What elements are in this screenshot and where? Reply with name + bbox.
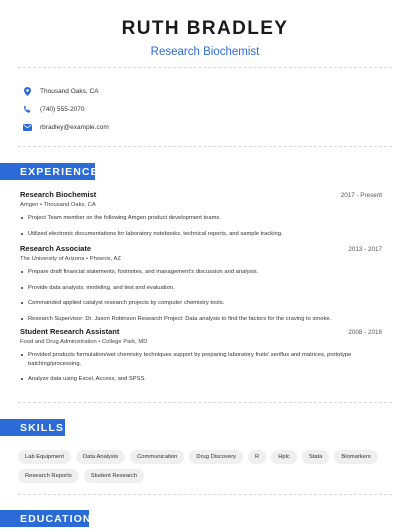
job-bullet: Prepare draft financial statements, footnotes, and management's discussion and analysis. xyxy=(20,268,382,277)
experience-divider xyxy=(18,402,392,403)
contact-list xyxy=(22,82,109,136)
job-org: The University of Arizona • Phoenix, AZ xyxy=(20,256,121,262)
job-title: Research Biochemist xyxy=(20,190,97,199)
contact-location-text: Thousand Oaks, CA xyxy=(40,87,99,95)
skill-chip: Lab Equipment xyxy=(18,450,71,464)
job-bullet: Utilized electronic documentations for laboratory notebooks, technical reports, and sample tracking. xyxy=(20,230,382,239)
job-bullets xyxy=(20,268,382,323)
job-org-name: The University of Arizona xyxy=(20,256,85,262)
skill-chip: Hplc xyxy=(271,450,297,464)
job-bullet: Analyze data using Excel, Access, and SPSS. xyxy=(20,375,382,384)
skill-chip: Drug Discovery xyxy=(189,450,243,464)
location-pin-icon xyxy=(22,86,32,96)
job-date: 2013 - 2017 xyxy=(348,246,382,253)
contact-divider xyxy=(18,146,392,147)
job-entry xyxy=(20,190,382,245)
skill-chip: Biomarkers xyxy=(334,450,377,464)
job-location: Thousand Oaks, CA xyxy=(43,202,96,208)
resume-header xyxy=(0,0,410,58)
job-bullet: Project Team member on the following Amgen product development teams. xyxy=(20,214,382,223)
contact-location xyxy=(22,82,109,100)
job-org: Food and Drug Administration • College Park, MD xyxy=(20,339,148,345)
job-date: 2017 - Present xyxy=(340,192,382,199)
job-bullets xyxy=(20,351,382,384)
candidate-name: RUTH BRADLEY xyxy=(121,18,289,39)
contact-phone xyxy=(22,100,109,118)
skill-chip: R xyxy=(248,450,266,464)
job-bullet: Commanded applied catalyst research projects by computer chemistry tools. xyxy=(20,299,382,308)
job-org-name: Amgen xyxy=(20,202,39,208)
skills-divider xyxy=(18,494,392,495)
job-date: 2008 - 2016 xyxy=(348,329,382,336)
education-heading: EDUCATION xyxy=(0,510,89,527)
experience-heading: EXPERIENCE xyxy=(0,163,95,180)
job-bullets xyxy=(20,214,382,238)
job-entry xyxy=(20,244,382,330)
job-location: Phoenix, AZ xyxy=(89,256,121,262)
contact-phone-text: (740) 555-2070 xyxy=(40,105,85,113)
job-entry xyxy=(20,327,382,391)
phone-icon xyxy=(22,104,32,114)
job-org: Amgen • Thousand Oaks, CA xyxy=(20,202,96,208)
candidate-title: Research Biochemist xyxy=(150,46,260,58)
skill-chip: Communication xyxy=(130,450,184,464)
skills-heading: SKILLS xyxy=(0,419,65,436)
contact-email xyxy=(22,118,109,136)
job-title: Student Research Assistant xyxy=(20,327,120,336)
skill-chip: Data Analysis xyxy=(76,450,125,464)
job-location: College Park, MD xyxy=(101,339,148,345)
skill-chip: Stata xyxy=(302,450,330,464)
job-bullet: Research Supervisor: Dr. Jason Robinson Research Project: Data analysis to find the factors for the craving to smoke. xyxy=(20,315,382,324)
skills-list xyxy=(18,450,398,483)
job-org-name: Food and Drug Administration xyxy=(20,339,97,345)
job-bullet: Provided products formulation/wet chemistry techniques support by preparing laboratory fruits' seriflux and matrices, prototype batching/processing. xyxy=(20,351,382,368)
header-divider xyxy=(18,67,392,68)
skill-chip: Research Reports xyxy=(18,469,79,483)
skill-chip: Student Research xyxy=(84,469,144,483)
email-icon xyxy=(22,122,32,132)
contact-email-text: rbradley@example.com xyxy=(40,123,109,131)
job-bullet: Provide data analysis, modeling, and test and evaluation. xyxy=(20,284,382,293)
job-title: Research Associate xyxy=(20,244,92,253)
